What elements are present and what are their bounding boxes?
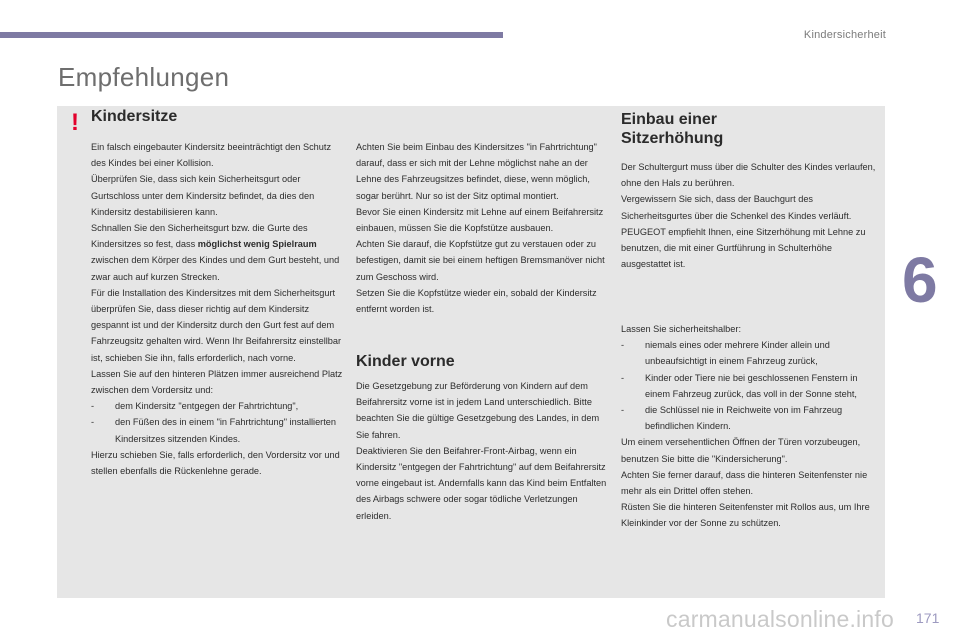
einbau-column <box>621 159 876 272</box>
paragraph: Für die Installation des Kindersitzes mit dem Sicherheitsgurt überprüfen Sie, dass dieser richtig auf dem Kindersitz gespannt ist und der Kindersitz durch den Gurt fest auf dem Fahrzeugsitz gehalten wird. Wenn Ihr Beifahrersitz einstellbar ist, schieben Sie ihn, falls erforderlich, nach vorne. <box>91 287 342 363</box>
warning-exclamation-icon: ! <box>71 109 79 136</box>
paragraph: Um einem versehentlichen Öffnen der Türen vorzubeugen, benutzen Sie bitte die "Kindersicherung". <box>621 437 861 464</box>
watermark: carmanualsonline.info <box>666 606 894 632</box>
page-title: Empfehlungen <box>58 62 230 92</box>
paragraph: Setzen Sie die Kopfstütze wieder ein, sobald der Kindersitz entfernt worden ist. <box>356 287 597 315</box>
safety-column <box>621 321 876 532</box>
paragraph: Schnallen Sie den Sicherheitsgurt bzw. die Gurte des Kindersitzes so fest, dass möglichst wenig Spielraum zwischen dem Körper des Kindes und dem Gurt besteht, und zwar auch auf kurzen Strecken. <box>91 223 340 282</box>
heading-kinder-vorne: Kinder vorne <box>356 353 455 370</box>
kindersitze-column-1 <box>91 139 346 479</box>
paragraph: Lassen Sie sicherheitshalber: <box>621 324 742 334</box>
kinder-vorne-column <box>356 378 611 524</box>
list-item: - dem Kindersitz "entgegen der Fahrtrichtung", <box>91 401 299 412</box>
chapter-number: 6 <box>902 244 938 316</box>
header-accent-bar <box>0 32 503 38</box>
section-title: Kindersicherheit <box>803 29 886 41</box>
paragraph: Achten Sie ferner darauf, dass die hinteren Seitenfenster nie mehr als ein Drittel offen stehen. <box>621 469 868 497</box>
paragraph: Hierzu schieben Sie, falls erforderlich, den Vordersitz vor und stellen ebenfalls die Rückenlehne gerade. <box>91 449 340 477</box>
paragraph: Achten Sie darauf, die Kopfstütze gut zu verstauen oder zu befestigen, damit sie bei einem heftigen Bremsmanöver nicht zum Geschoss wird. <box>356 239 605 282</box>
paragraph: Bevor Sie einen Kindersitz mit Lehne auf einem Beifahrersitz einbauen, müssen Sie die Kopfstütze ausbauen. <box>356 206 604 234</box>
paragraph: Lassen Sie auf den hinteren Plätzen immer ausreichend Platz zwischen dem Vordersitz und: <box>91 368 343 396</box>
paragraph: Vergewissern Sie sich, dass der Bauchgurt des Sicherheitsgurtes über die Schenkel des Kindes verläuft. <box>621 194 852 221</box>
paragraph: Ein falsch eingebauter Kindersitz beeinträchtigt den Schutz des Kindes bei einer Kollision. <box>91 142 332 169</box>
page-number: 171 <box>916 610 940 626</box>
paragraph: Deaktivieren Sie den Beifahrer-Front-Airbag, wenn ein Kindersitz "entgegen der Fahrtrichtung" auf dem Beifahrersitz vorne eingebaut ist. Andernfalls kann das Kind beim Entfalten des Airbags schwere oder sogar tödliche Verletzungen erleiden. <box>356 445 607 521</box>
paragraph: Achten Sie beim Einbau des Kindersitzes "in Fahrtrichtung" darauf, dass er sich mit der Lehne möglichst nahe an der Lehne des Fahrzeugsitzes befindet, diese, wenn möglich, sogar berührt. Nur so ist der Sitz optimal montiert. <box>356 142 597 201</box>
paragraph: Die Gesetzgebung zur Beförderung von Kindern auf dem Beifahrersitz vorne ist in jedem Land unterschiedlich. Bitte beachten Sie die gültige Gesetzgebung des Landes, in dem Sie fahren. <box>356 381 600 440</box>
paragraph: Der Schultergurt muss über die Schulter des Kindes verlaufen, ohne den Hals zu berühren. <box>621 162 876 189</box>
paragraph: Rüsten Sie die hinteren Seitenfenster mit Rollos aus, um Ihre Kleinkinder vor der Sonne zu schützen. <box>621 502 870 529</box>
paragraph: Überprüfen Sie, dass sich kein Sicherheitsgurt oder Gurtschloss unter dem Kindersitz befindet, da dies den Kindersitz destabilisieren kann. <box>91 174 315 217</box>
list-item: - niemals eines oder mehrere Kinder allein und unbeaufsichtigt in einem Fahrzeug zurück, <box>621 340 830 367</box>
list-item: - Kinder oder Tiere nie bei geschlossenen Fenstern in einem Fahrzeug zurück, das voll in der Sonne steht, <box>621 372 858 399</box>
paragraph: PEUGEOT empfiehlt Ihnen, eine Sitzerhöhung mit Lehne zu benutzen, die mit einer Gurtführung in Schulterhöhe ausgestattet ist. <box>621 226 866 270</box>
bold-text: möglichst wenig Spielraum <box>197 239 317 250</box>
heading-kindersitze: Kindersitze <box>91 108 178 125</box>
heading-einbau-sitzerhoehung: Einbau einer Sitzerhöhung <box>621 111 724 147</box>
list-item: - den Füßen des in einem "in Fahrtrichtung" installierten Kindersitzes sitzenden Kindes. <box>91 417 337 444</box>
kindersitze-column-2 <box>356 139 611 317</box>
list-item: - die Schlüssel nie in Reichweite von im Fahrzeug befindlichen Kindern. <box>621 405 843 432</box>
